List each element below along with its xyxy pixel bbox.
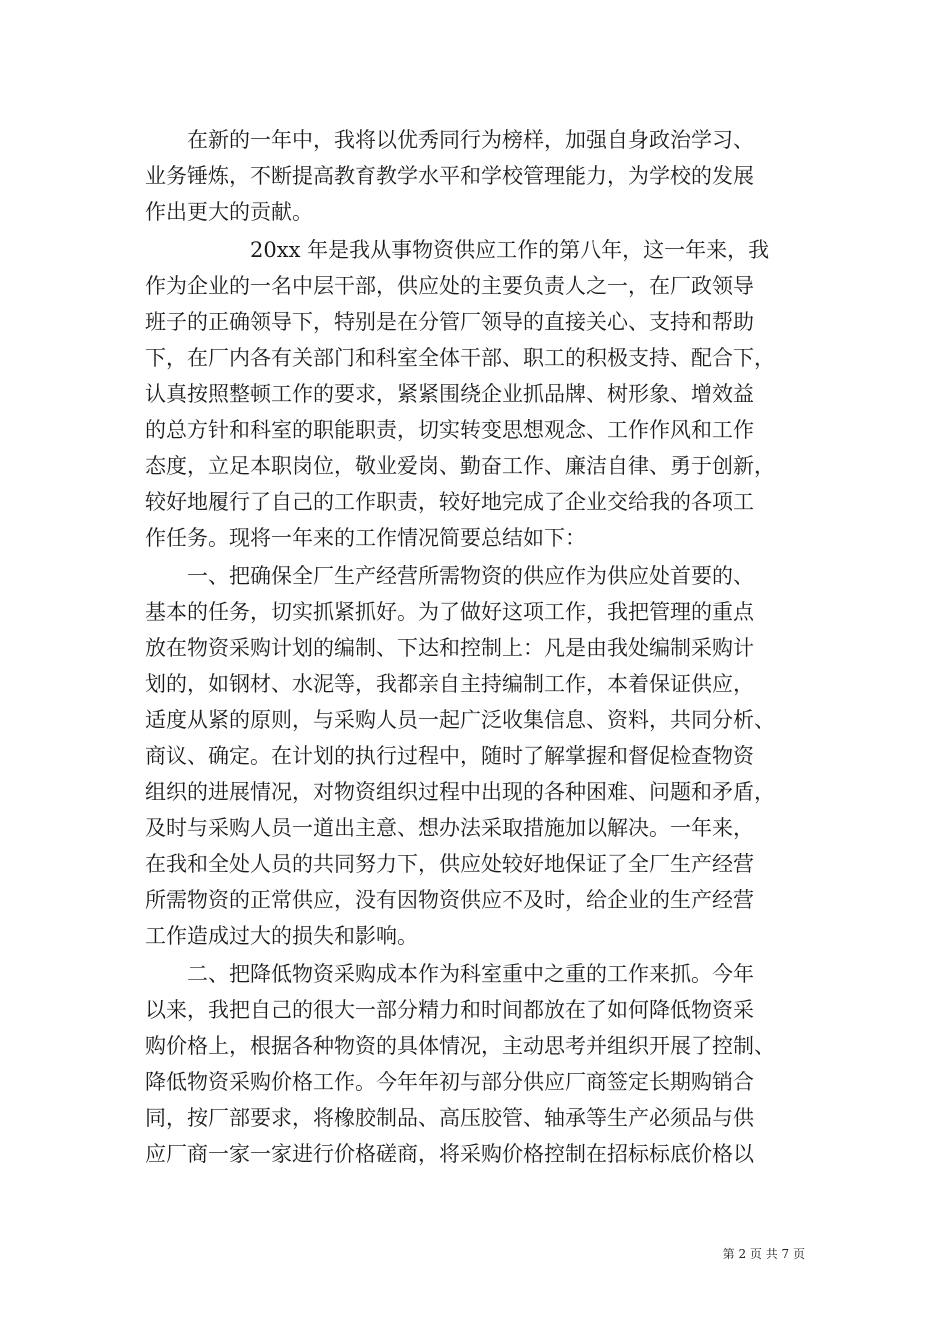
text-line: 较好地履行了自己的工作职责，较好地完成了企业交给我的各项工	[145, 490, 754, 514]
text-line: 业务锤炼，不断提高教育教学水平和学校管理能力，为学校的发展	[145, 164, 754, 188]
text-line: 作为企业的一名中层干部，供应处的主要负责人之一，在厂政领导	[145, 274, 754, 298]
text-line: 组织的进展情况，对物资组织过程中出现的各种困难、问题和矛盾，	[145, 780, 775, 804]
text-line: 基本的任务，切实抓紧抓好。为了做好这项工作，我把管理的重点	[145, 600, 754, 624]
page-number: 第 2 页 共 7 页	[722, 1247, 805, 1261]
text-line: 认真按照整顿工作的要求，紧紧围绕企业抓品牌、树形象、增效益	[145, 382, 754, 406]
text-line: 降低物资采购价格工作。今年年初与部分供应厂商签定长期购销合	[145, 1070, 754, 1094]
text-line: 班子的正确领导下，特别是在分管厂领导的直接关心、支持和帮助	[145, 310, 754, 334]
text-line: 所需物资的正常供应，没有因物资供应不及时，给企业的生产经营	[145, 888, 754, 912]
text-line: 二、把降低物资采购成本作为科室重中之重的工作来抓。今年	[145, 962, 754, 986]
text-line: 20xx 年是我从事物资供应工作的第八年，这一年来，我	[145, 238, 770, 262]
text-line: 应厂商一家一家进行价格磋商，将采购价格控制在招标标底价格以	[145, 1142, 754, 1166]
text-line: 放在物资采购计划的编制、下达和控制上：凡是由我处编制采购计	[145, 636, 754, 660]
text-line: 适度从紧的原则，与采购人员一起广泛收集信息、资料，共同分析、	[145, 708, 775, 732]
text-line: 划的，如钢材、水泥等，我都亲自主持编制工作，本着保证供应，	[145, 672, 754, 696]
text-line: 在我和全处人员的共同努力下，供应处较好地保证了全厂生产经营	[145, 852, 754, 876]
text-line: 商议、确定。在计划的执行过程中，随时了解掌握和督促检查物资	[145, 744, 754, 768]
text-line: 下，在厂内各有关部门和科室全体干部、职工的积极支持、配合下，	[145, 346, 775, 370]
text-line: 一、把确保全厂生产经营所需物资的供应作为供应处首要的、	[145, 564, 754, 588]
text-line: 作任务。现将一年来的工作情况简要总结如下：	[145, 526, 586, 550]
text-line: 购价格上，根据各种物资的具体情况，主动思考并组织开展了控制、	[145, 1034, 775, 1058]
text-line: 在新的一年中，我将以优秀同行为榜样，加强自身政治学习、	[145, 128, 754, 152]
text-line: 及时与采购人员一道出主意、想办法采取措施加以解决。一年来，	[145, 816, 754, 840]
text-line: 以来，我把自己的很大一部分精力和时间都放在了如何降低物资采	[145, 998, 754, 1022]
text-line: 作出更大的贡献。	[145, 200, 313, 224]
text-line: 的总方针和科室的职能职责，切实转变思想观念、工作作风和工作	[145, 418, 754, 442]
text-line: 同，按厂部要求，将橡胶制品、高压胶管、轴承等生产必须品与供	[145, 1106, 754, 1130]
text-line: 工作造成过大的损失和影响。	[145, 924, 418, 948]
text-line: 态度，立足本职岗位，敬业爱岗、勤奋工作、廉洁自律、勇于创新，	[145, 454, 775, 478]
